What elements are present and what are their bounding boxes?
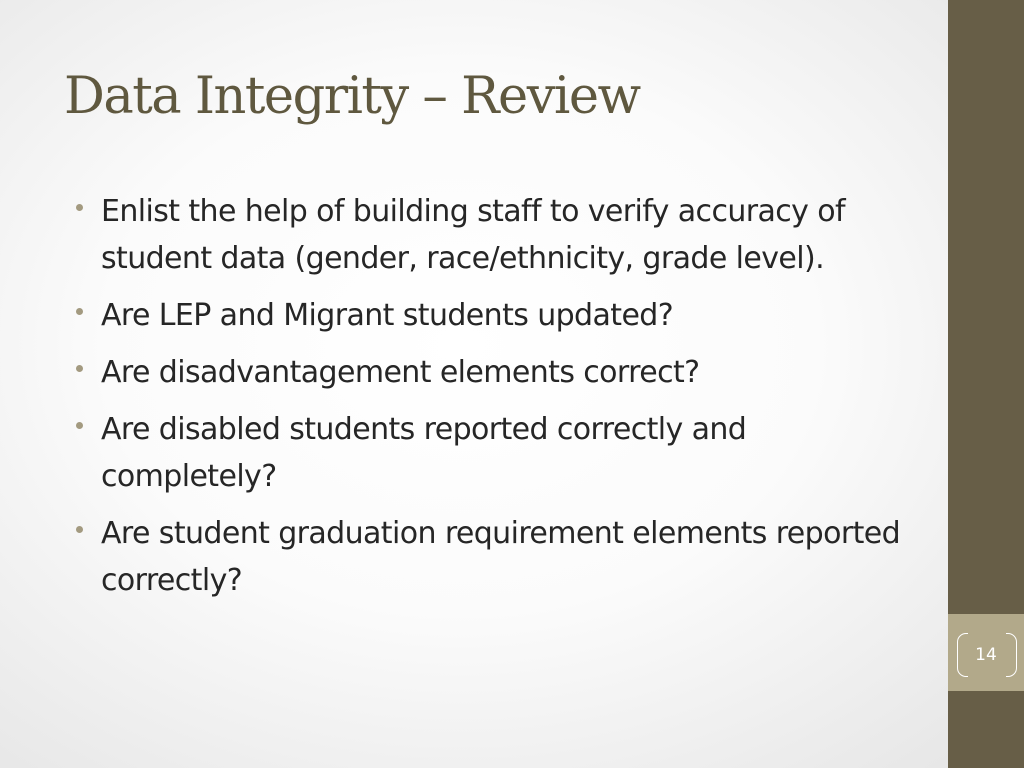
bullet-dot-icon: [76, 204, 83, 211]
slide-title: Data Integrity – Review: [64, 67, 640, 126]
bullet-text: Are disabled students reported correctly and completely?: [101, 412, 747, 494]
bullet-list: [76, 188, 906, 614]
bullet-text: Enlist the help of building staff to verify accuracy of student data (gender, race/ethnicity, grade level).: [101, 194, 845, 276]
bullet-item: [76, 406, 906, 500]
bullet-item: [76, 349, 906, 396]
bullet-item: [76, 292, 906, 339]
bullet-text: Are LEP and Migrant students updated?: [101, 298, 674, 333]
bullet-item: [76, 510, 906, 604]
bullet-dot-icon: [76, 526, 83, 533]
bullet-item: [76, 188, 906, 282]
bullet-dot-icon: [76, 365, 83, 372]
bullet-text: Are disadvantagement elements correct?: [101, 355, 700, 390]
bullet-dot-icon: [76, 308, 83, 315]
bullet-text: Are student graduation requirement elements reported correctly?: [101, 516, 901, 598]
page-number: 14: [975, 645, 997, 665]
bullet-dot-icon: [76, 422, 83, 429]
